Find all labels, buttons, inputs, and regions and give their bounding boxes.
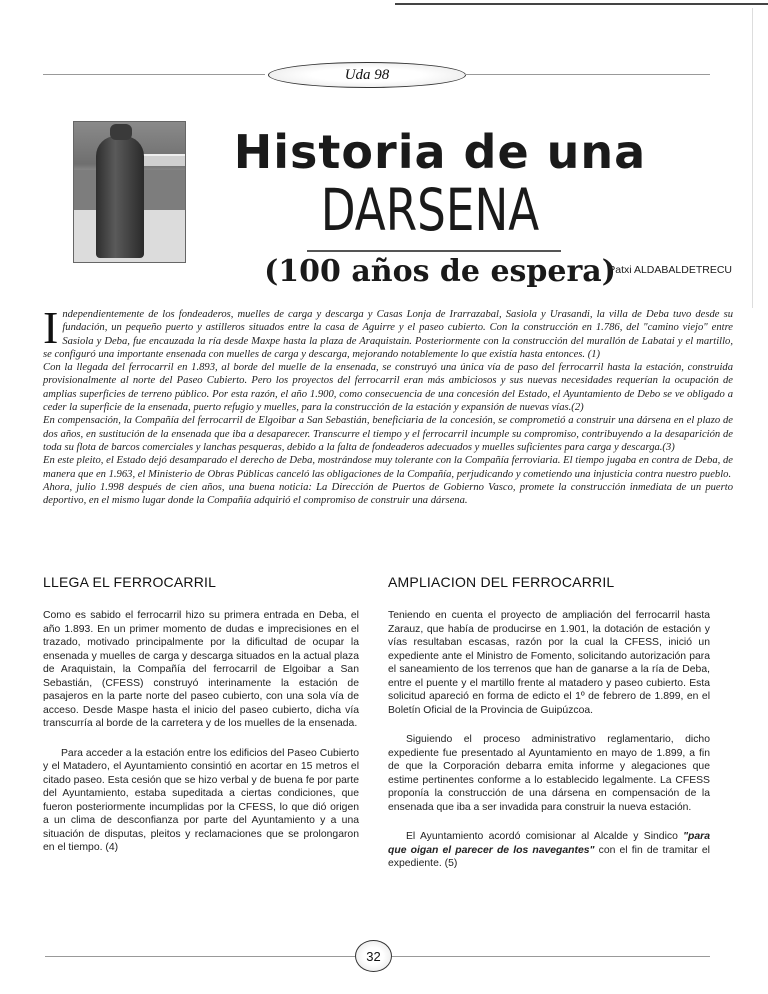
quoted-phrase: "para que oigan el parecer de los navegantes" [388,831,710,856]
top-edge-rule [395,3,768,5]
page-edge-shadow [752,8,753,308]
issue-badge [268,62,466,88]
page-number: 32 [366,948,381,964]
section-heading: LLEGA EL FERROCARRIL [43,574,217,590]
section-heading: AMPLIACION DEL FERROCARRIL [388,574,615,590]
footer-rule-right [392,956,710,957]
intro-paragraph: En compensación, la Compañía del ferrocarril de Elgoibar a San Sebastián, beneficiaria de la concesión, se comprometió a construir una dársena en el plazo de dos años, en sustitución de la ensenada que iba a desaparecer. Transcurre el tiempo y el ferrocarril incumple su compromiso, contribuyendo a la desaparición de toda su flota de barcos comerciales y lanchas pesqueras, debido a la falta de fondeaderos adecuados y muelles suficientes para carga y descarga.(3) [43,415,733,453]
title-underline [307,250,561,252]
title-subtitle: (100 años de espera) [264,254,616,289]
quote-lead-text: El Ayuntamiento acordó comisionar al Alcalde y Sindico [406,831,684,842]
intro-paragraph: Con la llegada del ferrocarril en 1.893, al borde del muelle de la ensenada, se construyó una única vía de paso del ferrocarril hasta la estación, construida provisionalmente al norte del Paseo Cubierto. Pero los proyectos del ferrocarril eran más ambiciosos y sus nuevas necesidades requerían la ocupación de amplias superficies de terreno público. Por esta razón, el año 1.900, como consecuencia de una concesión del Estado, el Ayuntamiento de Debo se ve obligado a ceder la superficie de la ensenada, puerto refugio y muelles, para la construcción de la estación y expansión de nuevas vías.(2) [43,362,733,414]
header-rule-left [43,74,265,75]
intro-block [43,302,733,507]
photo-bollard-cap [110,124,132,140]
body-paragraph: Teniendo en cuenta el proyecto de ampliación del ferrocarril hasta Zarauz, que había de producirse en 1.901, la dotación de estación y vías resultaban escasas, razón por la cual la CFESS, inició un expediente ante el Ministro de Fomento, solicitando autorización para el saneamiento de los terrenos que han de ganarse a la ría de Deba, entre el puente y el martillo frente al matadero y paseo cubierto. Esta solicitud apareció en forma de edicto el 1º de febrero de 1.899, en el Boletín Oficial de la Provincia de Guipúzcoa. [388,610,710,716]
intro-paragraph: En este pleito, el Estado dejó desamparado el derecho de Deba, mostrándose muy tolerante con la Compañía ferroviaria. El tiempo jugaba en contra de Deba, de manera que en 1.963, el Ministerio de Obras Públicas canceló las obligaciones de la Compañía, perjudicando y cometiendo una injusticia contra nuestro pueblo. [43,455,733,480]
title-line-2: DARSENA [320,176,540,244]
intro-paragraph: ndependientemente de los fondeaderos, muelles de carga y descarga y Casas Lonja de Irarrazabal, Sasiola y Urasandi, la villa de Deba tuvo desde su fundación, un pequeño puerto y astilleros situados entre la casa de Aguirre y el paseo cubierto. Con la construcción en 1.786, del "camino viejo" entre Sasiola y Deba, fue encauzada la ría desde Maxpe hasta la plaza de Araquistain. Posteriormente con la construcción del murallón de Labatai y el martillo, se configuró una importante ensenada con muelles de carga y descarga, mejorando notablemente lo que existía hasta entonces. (1) [43,309,733,360]
body-paragraph: Siguiendo el proceso administrativo reglamentario, dicho expediente fue presentado al Ayuntamiento en mayo de 1.899, a fin de que la Corporación debarra emita informe y alegaciones que estime pertinentes conforme a lo establecido legalmente. La CFESS proponía la construcción de una dársena en compensación de la ensenada que iba a ser invadida para construir la nueva estación. [388,734,710,813]
intro-paragraph: Ahora, julio 1.998 después de cien años, una buena noticia: La Dirección de Puertos de Gobierno Vasco, promete la construcción inmediata de un puerto deportivo, en el mismo lugar donde la Compañía adquirió el compromiso de construir una dársena. [43,481,733,507]
quote-trail-text: con el fin de tramitar el expediente. (5) [388,844,710,869]
title-line-1: Historia de una [233,125,647,179]
body-paragraph: Para acceder a la estación entre los edificios del Paseo Cubierto y el Matadero, el Ayuntamiento consintió en acortar en 15 metros el citado paseo. Esta cesión que se hizo verbal y de buena fe por parte del Ayuntamiento, estaba supeditada a ciertas condiciones, que fueron posteriormente incumplidas por la CFESS, lo que dió origen a un clima de desconfianza por parte del Ayuntamiento y a una situación de disputas, pleitos y reclamaciones que se prolongaron en el tiempo. (4) [43,747,359,853]
page-number-badge [355,940,392,972]
photo-bollard [96,136,144,258]
body-paragraph: Como es sabido el ferrocarril hizo su primera entrada en Deba, el año 1.893. En un primer momento de dudas e imprecisiones en el trazado, motivado principalmente por la dificultad de ocupar la ensenada y muelles de carga y descarga situados en la actual plaza de Araquistain, la Compañía del ferrocarril de Elgoibar a San Sebastián, (CFESS) construyó interinamente la estación de pasajeros en la parte norte del paseo cubierto, con una sola vía de acceso. Desde Maspe hasta el inicio del paseo cubierto, dicha vía transcurría al borde de la carretera y de los muelles de la ensenada. [43,610,359,729]
issue-label: Uda 98 [344,66,390,83]
article-photo [73,121,186,263]
author-byline: Patxi ALDABALDETRECU [608,264,732,276]
body-paragraph-quote [388,830,710,871]
drop-cap: I [43,302,59,353]
footer-rule-left [45,956,355,957]
column-left [43,573,359,871]
header-rule-right [465,74,710,75]
column-right [388,573,710,887]
